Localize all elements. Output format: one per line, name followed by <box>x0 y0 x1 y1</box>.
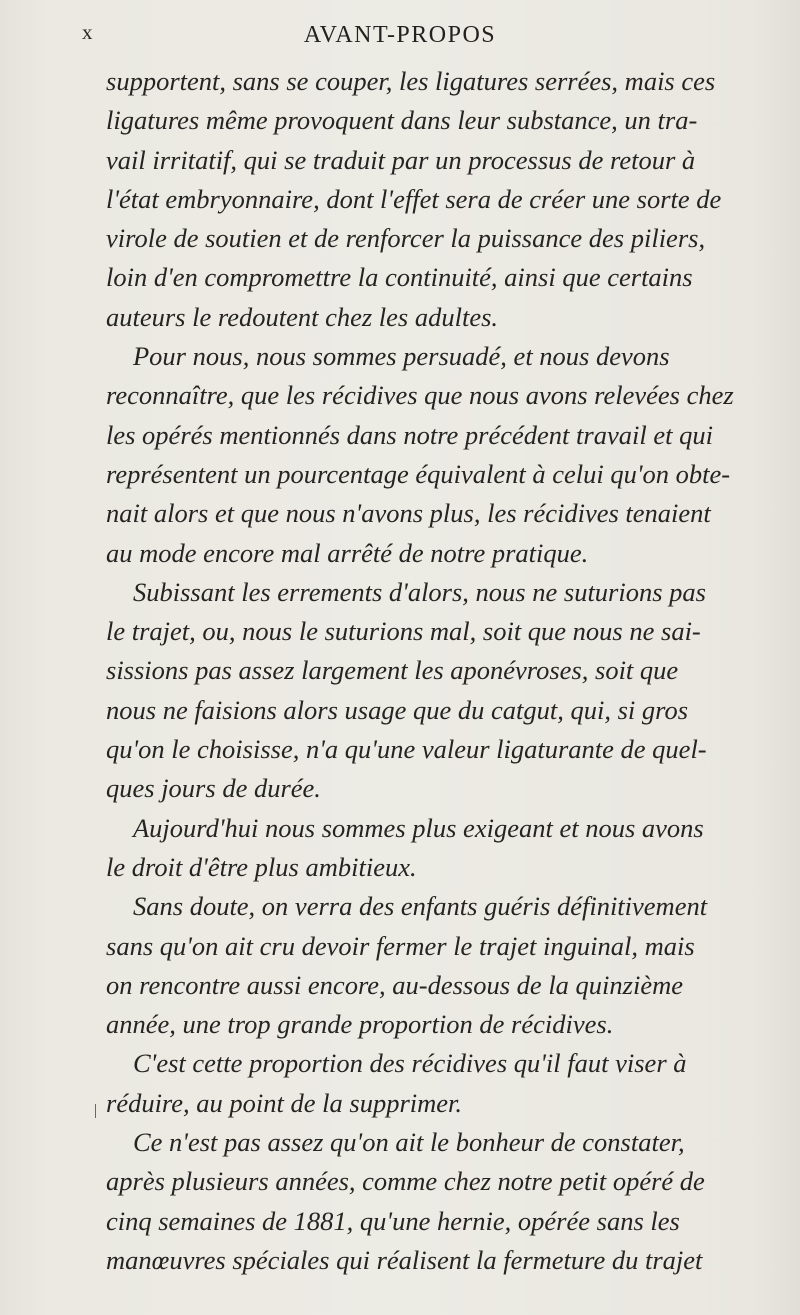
text-line: l'état embryonnaire, dont l'effet sera de créer une sorte de <box>106 183 722 214</box>
paragraph-start-line: Subissant les errements d'alors, nous ne suturions pas <box>133 576 706 607</box>
text-line: cinq semaines de 1881, qu'une hernie, opérée sans les <box>106 1205 680 1236</box>
text-line: réduire, au point de la supprimer. <box>106 1087 463 1118</box>
text-line: vail irritatif, qui se traduit par un processus de retour à <box>106 144 696 175</box>
text-line: au mode encore mal arrêté de notre pratique. <box>106 537 589 568</box>
body-text <box>106 62 746 1280</box>
text-line: ligatures même provoquent dans leur substance, un tra- <box>106 105 698 136</box>
paragraph-start-line: Ce n'est pas assez qu'on ait le bonheur de constater, <box>133 1127 685 1158</box>
text-line: sissions pas assez largement les aponévroses, soit que <box>106 655 679 686</box>
text-line: nait alors et que nous n'avons plus, les récidives tenaient <box>106 498 711 529</box>
text-line: on rencontre aussi encore, au-dessous de la quinzième <box>106 969 684 1000</box>
text-line: loin d'en compromettre la continuité, ainsi que certains <box>106 262 693 293</box>
running-head <box>0 18 800 54</box>
text-line: reconnaître, que les récidives que nous avons relevées chez <box>106 380 734 411</box>
paragraph-start-line: C'est cette proportion des récidives qu'il faut viser à <box>133 1048 687 1079</box>
text-line: le droit d'être plus ambitieux. <box>106 851 417 882</box>
text-line: sans qu'on ait cru devoir fermer le trajet inguinal, mais <box>106 930 695 961</box>
text-line: nous ne faisions alors usage que du catgut, qui, si gros <box>106 694 689 725</box>
text-line: qu'on le choisisse, n'a qu'une valeur ligaturante de quel- <box>106 734 707 765</box>
paragraph-start-line: Aujourd'hui nous sommes plus exigeant et nous avons <box>133 812 704 843</box>
text-line: virole de soutien et de renforcer la puissance des piliers, <box>106 223 706 254</box>
text-line: les opérés mentionnés dans notre précédent travail et qui <box>106 419 713 450</box>
page-number: x <box>82 20 93 44</box>
text-line: auteurs le redoutent chez les adultes. <box>106 301 499 332</box>
text-line: manœuvres spéciales qui réalisent la fermeture du trajet <box>106 1244 703 1275</box>
running-title: AVANT-PROPOS <box>303 22 497 48</box>
text-line: le trajet, ou, nous le suturions mal, soit que nous ne sai- <box>106 616 701 647</box>
text-line: année, une trop grande proportion de récidives. <box>106 1009 614 1040</box>
text-line: supportent, sans se couper, les ligatures serrées, mais ces <box>106 66 716 96</box>
paragraph-start-line: Sans doute, on verra des enfants guéris définitivement <box>133 891 708 922</box>
margin-mark <box>95 1104 96 1118</box>
text-line: après plusieurs années, comme chez notre petit opéré de <box>106 1166 705 1197</box>
text-line: ques jours de durée. <box>106 773 321 804</box>
paragraph-start-line: Pour nous, nous sommes persuadé, et nous devons <box>133 341 670 372</box>
text-line: représentent un pourcentage équivalent à celui qu'on obte- <box>106 458 731 489</box>
